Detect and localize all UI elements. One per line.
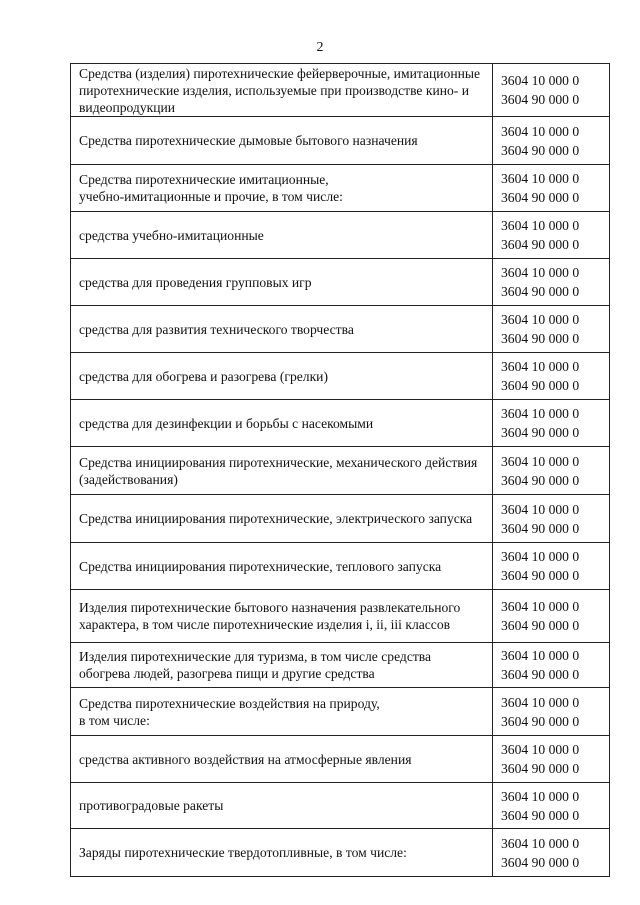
code-line: 3604 10 000 0 xyxy=(501,501,580,517)
code-line: 3604 10 000 0 xyxy=(501,599,580,614)
code-cell xyxy=(493,353,610,400)
product-name-cell xyxy=(71,495,493,543)
product-name-cell xyxy=(71,400,493,447)
table-row xyxy=(71,117,610,165)
product-name-cell xyxy=(71,64,493,117)
product-name: Средства инициирования пиротехнические, электрического запуска xyxy=(79,511,473,526)
product-name: средства для проведения групповых игр xyxy=(79,274,312,290)
code-line: 3604 10 000 0 xyxy=(501,648,580,663)
table-row xyxy=(71,495,610,543)
table-row xyxy=(71,447,610,495)
product-name-cell xyxy=(71,117,493,165)
code-line: 3604 10 000 0 xyxy=(501,218,580,233)
product-name: средства для дезинфекции и борьбы с насекомыми xyxy=(79,415,374,431)
product-name-cell xyxy=(71,212,493,259)
code-line: 3604 10 000 0 xyxy=(501,742,580,757)
code-line: 3604 90 000 0 xyxy=(501,713,580,729)
code-cell xyxy=(493,64,610,117)
table-row xyxy=(71,64,610,117)
table-row xyxy=(71,353,610,400)
table-row xyxy=(71,783,610,829)
code-cell xyxy=(493,688,610,736)
product-name: Средства (изделия) пиротехнические фейерверочные, имитационные пиротехнические изделия, используемые при производстве кино- и видеопродукции xyxy=(79,65,481,115)
code-line: 3604 90 000 0 xyxy=(501,568,580,583)
code-line: 3604 10 000 0 xyxy=(501,453,580,469)
product-name-cell xyxy=(71,165,493,212)
code-cell xyxy=(493,165,610,212)
product-name-cell xyxy=(71,688,493,736)
product-name-cell xyxy=(71,543,493,590)
product-name-cell xyxy=(71,306,493,353)
code-line: 3604 90 000 0 xyxy=(501,331,580,346)
product-name: противоградовые ракеты xyxy=(79,798,224,813)
code-line: 3604 90 000 0 xyxy=(501,425,580,440)
code-line: 3604 90 000 0 xyxy=(501,667,580,682)
product-name-cell xyxy=(71,353,493,400)
product-name-cell xyxy=(71,829,493,877)
code-line: 3604 90 000 0 xyxy=(501,92,580,107)
code-cell xyxy=(493,400,610,447)
code-line: 3604 90 000 0 xyxy=(501,284,580,299)
code-line: 3604 90 000 0 xyxy=(501,854,580,870)
product-name-cell xyxy=(71,590,493,643)
code-line: 3604 10 000 0 xyxy=(501,359,580,374)
code-line: 3604 90 000 0 xyxy=(501,237,580,252)
code-cell xyxy=(493,495,610,543)
code-cell xyxy=(493,783,610,829)
product-name-cell xyxy=(71,643,493,688)
page-number: 2 xyxy=(316,40,324,55)
product-codes-table xyxy=(70,63,610,877)
table-row xyxy=(71,643,610,688)
table-row xyxy=(71,165,610,212)
code-line: 3604 90 000 0 xyxy=(501,472,580,488)
table-row xyxy=(71,829,610,877)
code-line: 3604 10 000 0 xyxy=(501,406,580,421)
code-line: 3604 90 000 0 xyxy=(501,761,580,776)
code-line: 3604 10 000 0 xyxy=(501,312,580,327)
code-line: 3604 90 000 0 xyxy=(501,520,580,536)
code-line: 3604 10 000 0 xyxy=(501,549,580,564)
table-row xyxy=(71,212,610,259)
code-cell xyxy=(493,212,610,259)
product-name-cell xyxy=(71,783,493,829)
table-row xyxy=(71,259,610,306)
table-row xyxy=(71,736,610,783)
product-name: Изделия пиротехнические для туризма, в том числе средства обогрева людей, разогрева пищи и другие средства xyxy=(79,649,432,681)
code-line: 3604 10 000 0 xyxy=(501,171,580,186)
code-cell xyxy=(493,543,610,590)
product-name: Средства пиротехнические дымовые бытового назначения xyxy=(79,133,418,148)
code-cell xyxy=(493,306,610,353)
product-name: Заряды пиротехнические твердотопливные, в том числе: xyxy=(79,845,407,860)
code-cell xyxy=(493,447,610,495)
table-row xyxy=(71,306,610,353)
code-line: 3604 90 000 0 xyxy=(501,378,580,393)
code-cell xyxy=(493,736,610,783)
code-line: 3604 10 000 0 xyxy=(501,835,580,851)
code-line: 3604 90 000 0 xyxy=(501,807,580,823)
code-cell xyxy=(493,259,610,306)
product-name-cell xyxy=(71,259,493,306)
code-line: 3604 10 000 0 xyxy=(501,265,580,280)
code-cell xyxy=(493,590,610,643)
code-line: 3604 90 000 0 xyxy=(501,618,580,633)
code-line: 3604 10 000 0 xyxy=(501,788,580,804)
table-row xyxy=(71,400,610,447)
product-name-cell xyxy=(71,736,493,783)
code-line: 3604 90 000 0 xyxy=(501,190,580,205)
product-name: средства для развития технического творчества xyxy=(79,321,354,337)
code-line: 3604 10 000 0 xyxy=(501,694,580,710)
product-name: средства активного воздействия на атмосферные явления xyxy=(79,751,412,767)
product-name-cell xyxy=(71,447,493,495)
table-row xyxy=(71,543,610,590)
product-name: Средства пиротехнические воздействия на природу, в том числе: xyxy=(79,695,380,728)
product-name: Средства инициирования пиротехнические, теплового запуска xyxy=(79,558,442,574)
code-line: 3604 10 000 0 xyxy=(501,123,580,139)
code-cell xyxy=(493,643,610,688)
product-name: Изделия пиротехнические бытового назначения развлекательного характера, в том числе пиротехнические изделия i, ii, iii классов xyxy=(79,600,461,632)
product-name: средства для обогрева и разогрева (грелки) xyxy=(79,368,328,384)
table-row xyxy=(71,590,610,643)
code-cell xyxy=(493,829,610,877)
code-line: 3604 10 000 0 xyxy=(501,73,580,88)
code-line: 3604 90 000 0 xyxy=(501,142,580,158)
table-row xyxy=(71,688,610,736)
product-name: Средства пиротехнические имитационные, учебно-имитационные и прочие, в том числе: xyxy=(79,172,343,204)
product-name: Средства инициирования пиротехнические, механического действия (задействования) xyxy=(79,454,478,487)
code-cell xyxy=(493,117,610,165)
product-name: средства учебно-имитационные xyxy=(79,227,264,243)
